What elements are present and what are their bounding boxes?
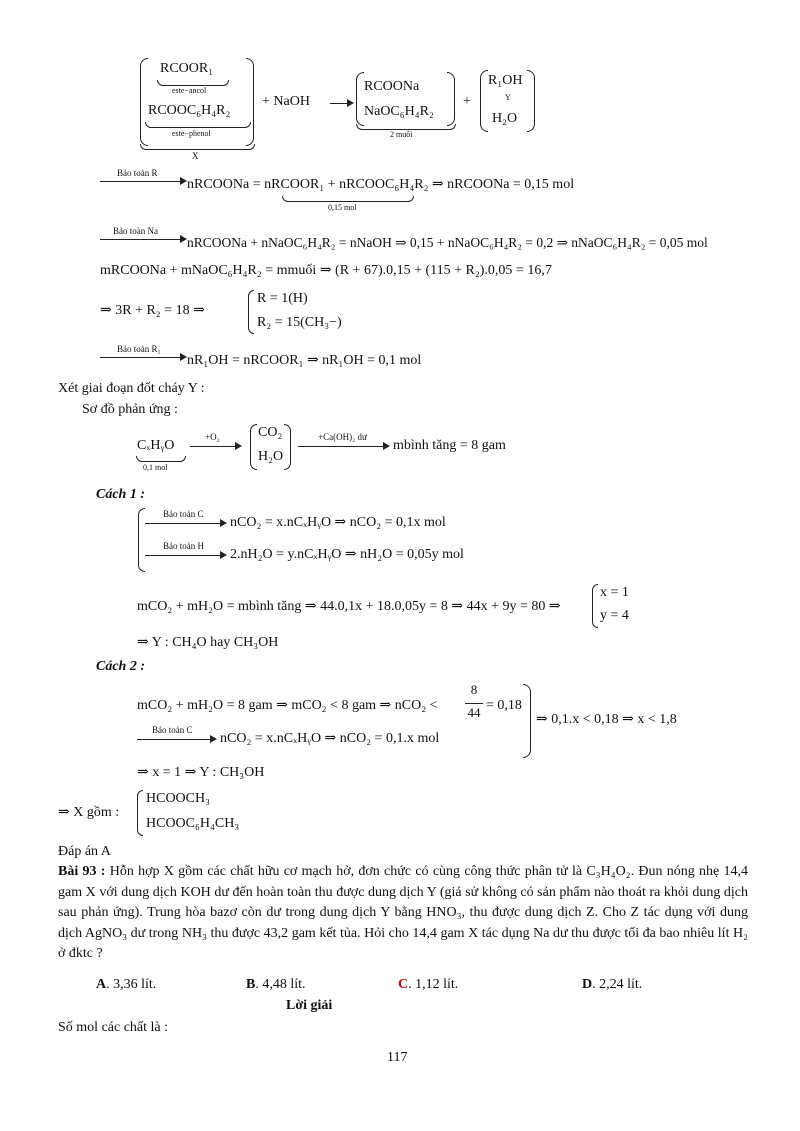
cach2-conclusion: ⇒ 0,1.x < 0,18 ⇒ x < 1,8 xyxy=(536,712,677,727)
so-mol-line: Số mol các chất là : xyxy=(58,1020,169,1035)
underbrace xyxy=(145,122,251,128)
right-brace xyxy=(284,424,291,470)
option-letter: A xyxy=(96,977,107,992)
conservation-arrow xyxy=(100,239,185,240)
h2o: H₂O xyxy=(492,111,518,126)
reaction-arrow xyxy=(190,446,240,447)
reaction-arrow xyxy=(298,446,388,447)
cach2-eq-018: = 0,18 xyxy=(486,698,522,713)
option-letter: D xyxy=(582,977,593,992)
label-015-mol: 0,15 mol xyxy=(328,203,357,212)
x-value: x = 1 xyxy=(600,585,629,600)
plus-naoh: + NaOH xyxy=(262,94,310,109)
underbrace xyxy=(136,456,186,462)
r1oh: R₁OH xyxy=(488,73,523,88)
left-brace xyxy=(356,72,364,126)
plus-sign: + xyxy=(463,94,471,109)
label-x: X xyxy=(192,151,199,161)
label-este-phenol: este−phenol xyxy=(172,129,211,138)
rcooc6h4r2: RCOOC₆H₄R₂ xyxy=(148,103,231,118)
cach1-eq-mass: mCO₂ + mH₂O = mbình tăng ⇒ 44.0,1x + 18.0,05y = 8 ⇒ 44x + 9y = 80 ⇒ xyxy=(137,599,561,614)
left-brace xyxy=(138,508,145,572)
right-brace xyxy=(523,684,531,758)
fraction-denominator: 44 xyxy=(467,705,481,720)
problem-text: Hỗn hợp X gồm các chất hữu cơ mạch hở, đơn chức có cùng công thức phân tử là C₃H₄O₂. Đun nóng nhẹ 14,4 gam X với dung dịch KOH dư đến hoàn toàn thu được dung dịch Y (giả sử không có sản phẩm nào thoát ra khỏi dung dịch sau phản ứng). Trung hòa bazơ còn dư trong dung dịch Y bằng HNO₃, thu được dung dịch Z. Cho Z tác dụng với dung dịch AgNO₃ dư trong NH₃ thu được 43,2 gam kết tủa. Hỏi cho 14,4 gam X tác dụng Na dư thu được tối đa bao nhiêu lít H₂ ở đktc ? xyxy=(58,864,749,961)
rcoona: RCOONa xyxy=(364,79,420,94)
left-brace xyxy=(592,584,598,628)
left-brace xyxy=(480,70,488,132)
arrow-label-bt-r1: Bảo toàn R₁ xyxy=(117,344,161,354)
eq-bao-toan-na: nRCOONa + nNaOC₆H₄R₂ = nNaOH ⇒ 0,15 + nNaOC₆H₄R₂ = 0,2 ⇒ nNaOC₆H₄R₂ = 0,05 mol xyxy=(187,235,708,250)
m-binh-tang: mbình tăng = 8 gam xyxy=(393,438,506,453)
underbrace xyxy=(282,196,414,202)
option-c[interactable] xyxy=(398,976,458,994)
reaction-arrow xyxy=(330,103,352,104)
eq-3r-r2: ⇒ 3R + R₂ = 18 ⇒ xyxy=(100,303,205,318)
option-b[interactable] xyxy=(246,976,306,994)
conservation-arrow xyxy=(100,357,185,358)
arrow-label-bt-r: Bảo toàn R xyxy=(117,168,158,178)
label-01-mol: 0,1 mol xyxy=(143,463,168,472)
arrow-label-bt-na: Bảo toàn Na xyxy=(113,226,158,236)
right-brace xyxy=(246,58,254,146)
co2: CO₂ xyxy=(258,425,283,440)
cach-2-heading: Cách 2 : xyxy=(96,659,145,674)
ester-hcooc6h4ch3: HCOOC₆H₄CH₃ xyxy=(146,816,240,831)
right-brace xyxy=(527,70,535,132)
label-y: Y xyxy=(505,93,511,102)
option-letter: C xyxy=(398,977,409,992)
so-do-phan-ung: Sơ đồ phản ứng : xyxy=(82,402,178,417)
ester-hcooch3: HCOOCH₃ xyxy=(146,791,210,806)
arrow-label-bt-c: Bảo toàn C xyxy=(163,509,204,519)
option-text: . 4,48 lít. xyxy=(255,977,306,992)
x-gom: ⇒ X gồm : xyxy=(58,805,120,820)
label-este-ancol: este−ancol xyxy=(172,86,207,95)
cach1-result: ⇒ Y : CH₄O hay CH₃OH xyxy=(137,635,279,650)
arrow-label-caoh2: +Ca(OH)₂ dư xyxy=(318,432,367,442)
left-brace xyxy=(250,424,257,470)
cach1-eq-carbon: nCO₂ = x.nCₓHᵧO ⇒ nCO₂ = 0,1x mol xyxy=(230,515,446,530)
left-brace xyxy=(140,58,148,146)
answer-line: Đáp án A xyxy=(58,844,111,859)
option-d[interactable] xyxy=(582,976,642,994)
option-letter: B xyxy=(246,977,256,992)
problem-title: Bài 93 : xyxy=(58,864,106,879)
xet-giai-doan: Xét giai đoạn đốt cháy Y : xyxy=(58,381,205,396)
r-value: R = 1(H) xyxy=(257,291,308,306)
right-brace xyxy=(447,72,455,126)
fraction-numerator: 8 xyxy=(470,682,478,697)
option-text: . 1,12 lít. xyxy=(408,977,459,992)
left-brace xyxy=(137,790,143,836)
arrow-label-o2: +O₂ xyxy=(205,432,220,442)
naoc6h4r2: NaOC₆H₄R₂ xyxy=(364,104,434,119)
arrow-label-bt-c: Bảo toàn C xyxy=(152,725,193,735)
fraction-bar xyxy=(465,703,483,704)
option-text: . 2,24 lít. xyxy=(592,977,643,992)
eq-mass: mRCOONa + mNaOC₆H₄R₂ = mmuối ⇒ (R + 67).0,15 + (115 + R₂).0,05 = 16,7 xyxy=(100,263,552,278)
cach2-result: ⇒ x = 1 ⇒ Y : CH₃OH xyxy=(137,765,265,780)
option-a[interactable] xyxy=(96,976,156,994)
option-text: . 3,36 lít. xyxy=(106,977,157,992)
left-brace xyxy=(248,290,254,334)
eq-bao-toan-r1: nR₁OH = nRCOOR₁ ⇒ nR₁OH = 0,1 mol xyxy=(187,353,422,368)
r2-value: R₂ = 15(CH₃−) xyxy=(257,315,342,330)
arrow-label-bt-h: Bảo toàn H xyxy=(163,541,204,551)
cxhyo: CₓHᵧO xyxy=(137,438,175,453)
page-number: 117 xyxy=(387,1050,408,1065)
conservation-arrow xyxy=(145,523,225,524)
cach-1-heading: Cách 1 : xyxy=(96,487,145,502)
cach2-eq-carbon: nCO₂ = x.nCₓHᵧO ⇒ nCO₂ = 0,1.x mol xyxy=(220,731,440,746)
h2o-product: H₂O xyxy=(258,449,284,464)
cach1-eq-hydrogen: 2.nH₂O = y.nCₓHᵧO ⇒ nH₂O = 0,05y mol xyxy=(230,547,464,562)
rcoor1: RCOOR₁ xyxy=(160,61,214,76)
y-value: y = 4 xyxy=(600,608,629,623)
conservation-arrow xyxy=(145,555,225,556)
conservation-arrow xyxy=(137,739,215,740)
conservation-arrow xyxy=(100,181,185,182)
label-2-muoi: 2 muối xyxy=(390,130,413,139)
problem-93 xyxy=(58,862,748,965)
loi-giai-heading: Lời giải xyxy=(286,998,333,1013)
cach2-eq-mass: mCO₂ + mH₂O = 8 gam ⇒ mCO₂ < 8 gam ⇒ nCO₂ < xyxy=(137,698,438,713)
eq-bao-toan-r: nRCOONa = nRCOOR₁ + nRCOOC₆H₄R₂ ⇒ nRCOONa = 0,15 mol xyxy=(187,177,575,192)
